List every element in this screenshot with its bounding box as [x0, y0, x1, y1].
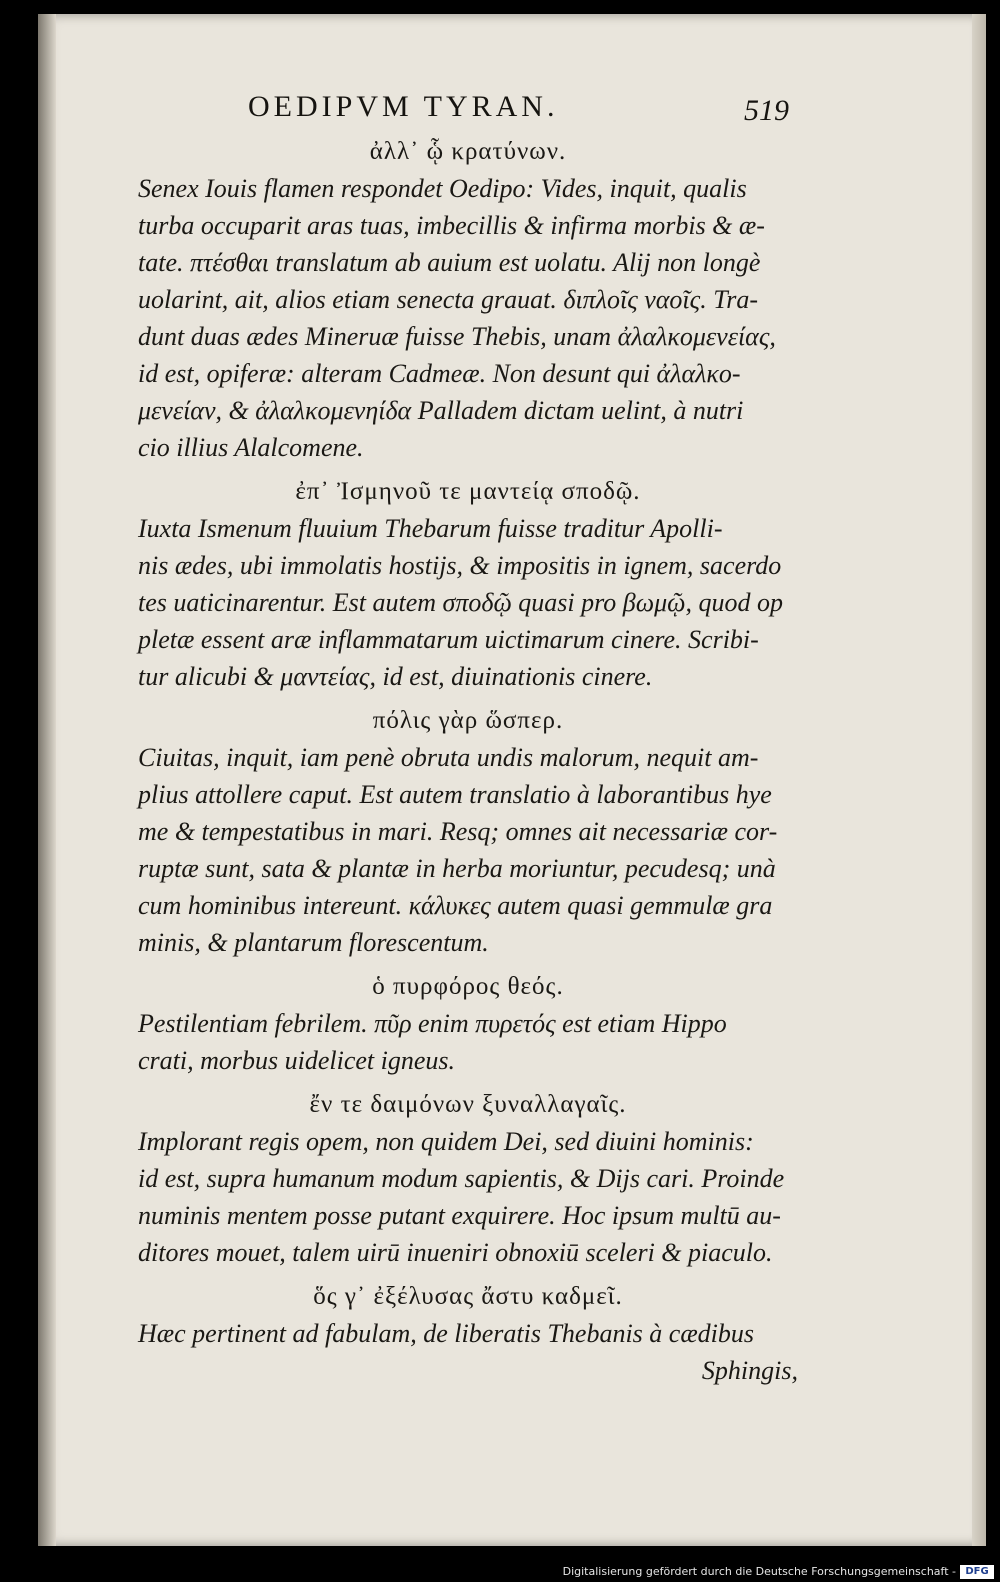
text-line: tur alicubi & μαντείας, id est, diuinationis cinere.: [138, 662, 653, 691]
page-edge: [972, 14, 986, 1546]
text-line: turba occuparit aras tuas, imbecillis & infirma morbis & æ-: [138, 211, 765, 240]
footer-bar: [0, 1560, 1000, 1582]
text-line: cio illius Alalcomene.: [138, 433, 364, 462]
catchword: Sphingis,: [701, 1356, 798, 1385]
page-number: 519: [744, 94, 789, 127]
text-line: Hæc pertinent ad fabulam, de liberatis Thebanis à cædibus: [138, 1319, 755, 1348]
text-line: dunt duas ædes Mineruæ fuisse Thebis, unam ἀλαλκομενείας,: [138, 322, 776, 351]
dfg-logo: DFG: [960, 1565, 994, 1579]
text-line: numinis mentem posse putant exquirere. Hoc ipsum multū au-: [138, 1201, 781, 1230]
page-gutter: [38, 14, 56, 1546]
text-line: μενείαν, & ἀλαλκομενηίδα Palladem dictam uelint, à nutri: [138, 396, 744, 425]
text-line: Iuxta Ismenum fluuium Thebarum fuisse traditur Apolli-: [138, 514, 723, 543]
text-line: minis, & plantarum florescentum.: [138, 928, 489, 957]
text-line: Ciuitas, inquit, iam penè obruta undis malorum, nequit am-: [138, 743, 759, 772]
text-line: tate. πτέσθαι translatum ab auium est uolatu. Alij non longè: [138, 248, 761, 277]
greek-lemma: ὅς γ᾽ ἐξέλυσας ἄστυ καδμεῖ.: [313, 1283, 623, 1310]
text-line: cum hominibus intereunt. κάλυκες autem quasi gemmulæ gra: [138, 891, 773, 920]
text-line: plius attollere caput. Est autem translatio à laborantibus hye: [138, 780, 772, 809]
gloss-paragraph: [138, 739, 798, 961]
greek-lemma: πόλις γὰρ ὥσπερ.: [372, 707, 564, 734]
text-line: nis ædes, ubi immolatis hostijs, & impositis in ignem, sacerdo: [138, 551, 782, 580]
text-line: pletæ essent aræ inflammatarum uictimarum cinere. Scribi-: [138, 625, 759, 654]
book-page: [38, 14, 986, 1546]
text-line: ditores mouet, talem uirū inueniri obnoxiū sceleri & piaculo.: [138, 1238, 773, 1267]
greek-lemma: ἐπ᾽ Ἰσμηνοῦ τε μαντείᾳ σποδῷ.: [295, 478, 641, 505]
text-line: Implorant regis opem, non quidem Dei, sed diuini hominis:: [138, 1127, 754, 1156]
text-line: crati, morbus uidelicet igneus.: [138, 1046, 456, 1075]
funding-credit: Digitalisierung gefördert durch die Deutsche Forschungsgemeinschaft -: [562, 1565, 956, 1578]
gloss-paragraph: [138, 1123, 798, 1271]
gloss-paragraph: [138, 1315, 798, 1389]
gloss-paragraph: [138, 510, 798, 695]
running-head: OEDIPVM TYRAN.: [248, 90, 559, 123]
text-line: tes uaticinarentur. Est autem σποδῷ quasi pro βωμῷ, quod op: [138, 588, 784, 617]
text-line: id est, supra humanum modum sapientis, & Dijs cari. Proinde: [138, 1164, 785, 1193]
gloss-paragraph: [138, 170, 798, 466]
gloss-paragraph: [138, 1005, 798, 1079]
text-line: Pestilentiam febrilem. πῦρ enim πυρετός est etiam Hippo: [138, 1009, 727, 1038]
commentary-text: [138, 134, 798, 1397]
text-line: me & tempestatibus in mari. Resq; omnes ait necessariæ cor-: [138, 817, 778, 846]
greek-lemma: ἀλλ᾽ ᾧ κρατύνων.: [369, 138, 567, 165]
text-line: id est, opiferæ: alteram Cadmeæ. Non desunt qui ἀλαλκο-: [138, 359, 741, 388]
text-line: ruptæ sunt, sata & plantæ in herba moriuntur, pecudesq; unà: [138, 854, 776, 883]
greek-lemma: ἔν τε δαιμόνων ξυναλλαγαῖς.: [309, 1091, 627, 1118]
text-line: Senex Iouis flamen respondet Oedipo: Vides, inquit, qualis: [138, 174, 747, 203]
greek-lemma: ὁ πυρφόρος θεός.: [372, 973, 564, 1000]
text-line: uolarint, ait, alios etiam senecta grauat. διπλοῖς ναοῖς. Tra-: [138, 285, 759, 314]
